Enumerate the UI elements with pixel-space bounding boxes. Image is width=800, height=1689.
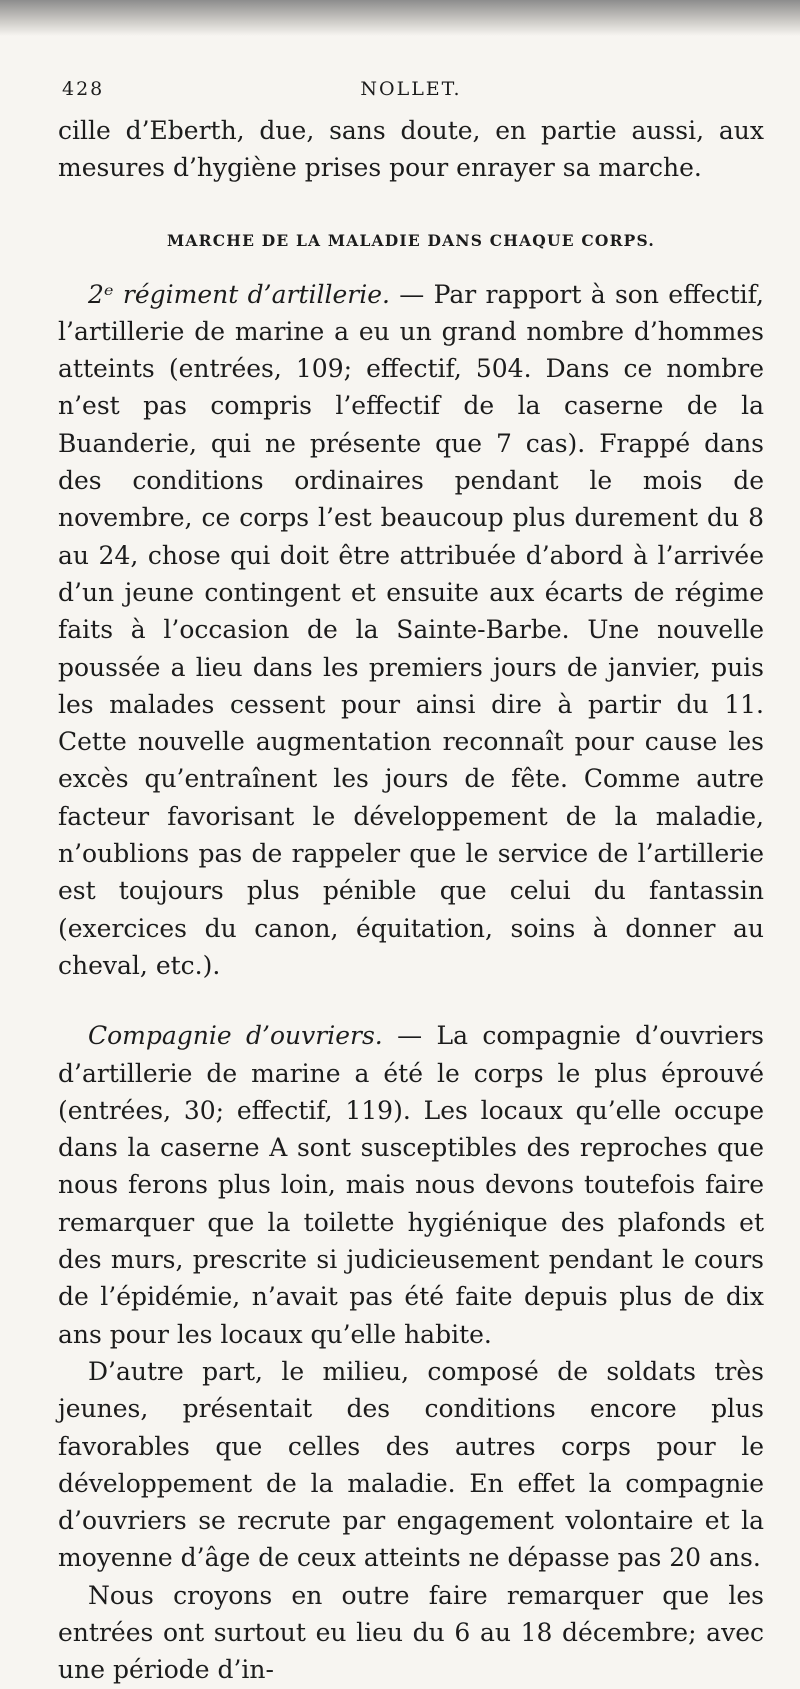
paragraph-lead-artillerie: 2ᵉ régiment d’artillerie.: [88, 279, 390, 309]
opening-paragraph: cille d’Eberth, due, sans doute, en partie aussi, aux mesures d’hygiène prises pour enrayer sa marche.: [58, 116, 764, 183]
paragraph-artillerie: [58, 276, 764, 985]
running-header: [58, 72, 764, 112]
paragraph-text-artillerie: — Par rapport à son effectif, l’artillerie de marine a eu un grand nombre d’hommes atteints (entrées, 109; effectif, 504. Dans ce nombre n’est pas compris l’effectif de la caserne de la Buanderie, qui ne présente que 7 cas). Frappé dans des conditions ordinaires pendant le mois de novembre, ce corps l’est beaucoup plus durement du 8 au 24, chose qui doit être attribuée d’abord à l’arrivée d’un jeune contingent et ensuite aux écarts de régime faits à l’occasion de la Sainte-Barbe. Une nouvelle poussée a lieu dans les premiers jours de janvier, puis les malades cessent pour ainsi dire à partir du 11. Cette nouvelle augmentation reconnaît pour cause les excès qu’entraînent les jours de fête. Comme autre facteur favorisant le développement de la maladie, n’oublions pas de rappeler que le service de l’artillerie est toujours plus pénible que celui du fantassin (exercices du canon, équitation, soins à donner au cheval, etc.).: [58, 279, 764, 980]
paragraph-milieu: D’autre part, le milieu, composé de soldats très jeunes, présentait des conditions encore plus favorables que celles des autres corps pour le développement de la maladie. En effet la compagnie d’ouvriers se recrute par engagement volontaire et la moyenne d’âge de ceux atteints ne dépasse pas 20 ans.: [58, 1356, 764, 1573]
paragraph-text-ouvriers: — La compagnie d’ouvriers d’artillerie de marine a été le corps le plus éprouvé (entrées, 30; effectif, 119). Les locaux qu’elle occupe dans la caserne A sont susceptibles des reproches que nous ferons plus loin, mais nous devons toutefois faire remarquer que la toilette hygiénique des plafonds et des murs, prescrite si judicieusement pendant le cours de l’épidémie, n’avait pas été faite depuis plus de dix ans pour les locaux qu’elle habite.: [58, 1021, 764, 1349]
section-title: MARCHE DE LA MALADIE DANS CHAQUE CORPS.: [167, 230, 655, 250]
scan-shadow: [0, 0, 800, 36]
paragraph-lead-ouvriers: Compagnie d’ouvriers.: [88, 1021, 383, 1051]
page-number: 428: [62, 78, 105, 100]
paragraph-ouvriers: [58, 1017, 764, 1353]
running-title: NOLLET.: [360, 78, 462, 100]
book-page: [58, 72, 764, 1689]
paragraph-entrees: Nous croyons en outre faire remarquer que les entrées ont surtout eu lieu du 6 au 18 décembre; avec une période d’in-: [58, 1580, 764, 1685]
